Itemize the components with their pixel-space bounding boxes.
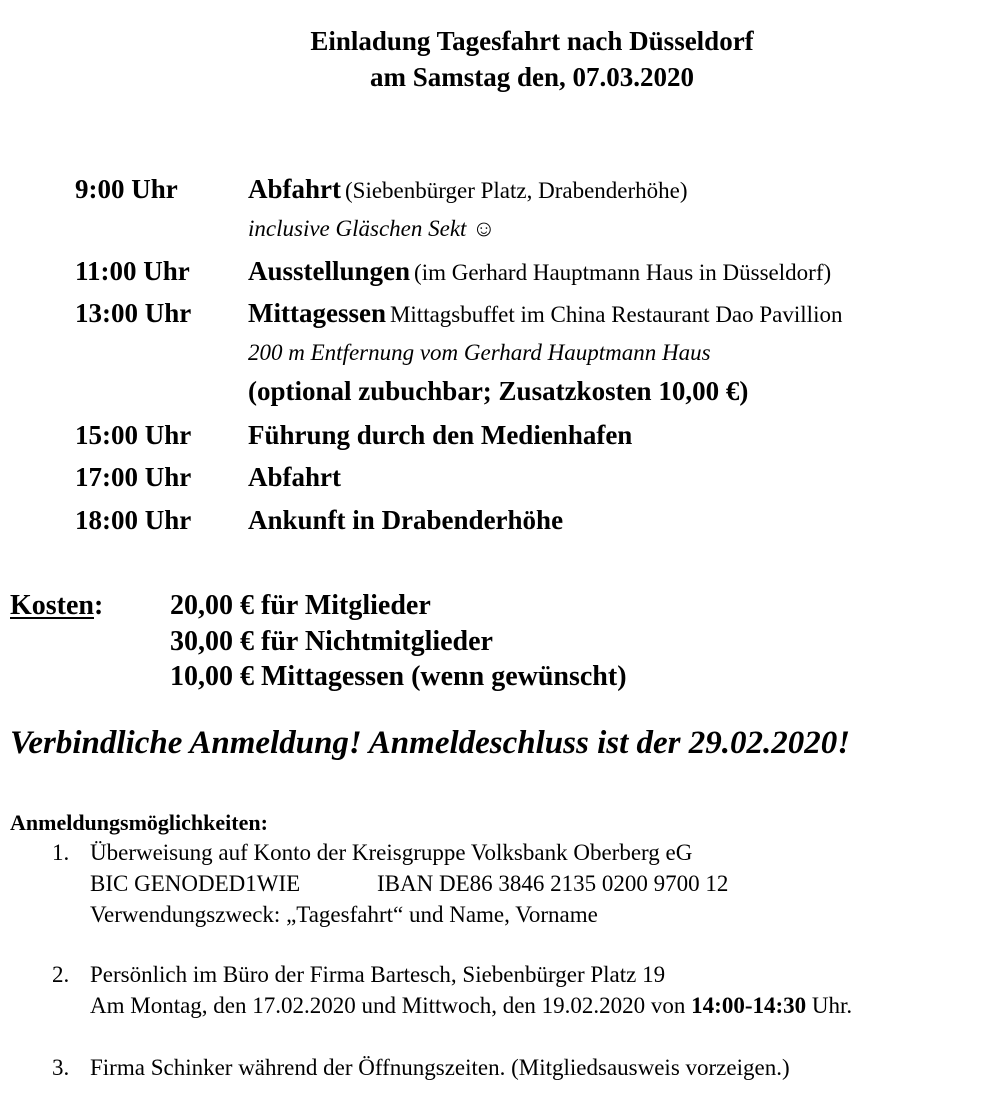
schedule-time: 9:00 Uhr — [75, 174, 178, 204]
title-line-1: Einladung Tagesfahrt nach Düsseldorf — [310, 26, 754, 56]
list-number: 3. — [52, 1055, 70, 1080]
registration-item-line: Überweisung auf Konto der Kreisgruppe Volksbank Oberberg eG — [90, 840, 693, 865]
schedule-entry — [248, 256, 831, 287]
deadline-notice: Verbindliche Anmeldung! Anmeldeschluss ist der 29.02.2020! — [10, 725, 851, 761]
schedule-note: 200 m Entfernung vom Gerhard Hauptmann Haus — [248, 340, 711, 365]
title-line-2: am Samstag den, 07.03.2020 — [369, 62, 694, 92]
schedule-extra: (optional zubuchbar; Zusatzkosten 10,00 €) — [248, 376, 749, 406]
bank-bic: BIC GENODED1WIE — [90, 871, 301, 896]
schedule-label: Mittagessen — [248, 298, 386, 328]
schedule-time: 15:00 Uhr — [75, 420, 192, 450]
registration-item-line: Firma Schinker während der Öffnungszeiten. (Mitgliedsausweis vorzeigen.) — [90, 1055, 790, 1080]
schedule-label: Ankunft in Drabenderhöhe — [248, 505, 564, 535]
schedule-time: 11:00 Uhr — [75, 256, 190, 286]
cost-line: 30,00 € für Nichtmitglieder — [170, 626, 493, 657]
costs-label — [10, 590, 103, 622]
schedule-note: inclusive Gläschen Sekt ☺ — [248, 216, 496, 241]
schedule-entry — [248, 174, 688, 205]
costs-label-colon: : — [94, 590, 104, 621]
list-number: 2. — [52, 962, 70, 987]
schedule-entry — [248, 298, 842, 329]
schedule-time: 18:00 Uhr — [75, 505, 192, 535]
schedule-text: Am Montag, den 17.02.2020 und Mittwoch, den 19.02.2020 von — [90, 993, 692, 1018]
registration-item-line: Persönlich im Büro der Firma Bartesch, Siebenbürger Platz 19 — [90, 962, 666, 987]
registration-item-line: Verwendungszweck: „Tagesfahrt“ und Name, Vorname — [90, 902, 598, 927]
schedule-label: Abfahrt — [248, 462, 341, 492]
office-hours: 14:00-14:30 — [691, 993, 807, 1018]
schedule-label: Ausstellungen — [248, 256, 411, 286]
costs-label-text: Kosten — [10, 590, 94, 621]
schedule-detail: Mittagsbuffet im China Restaurant Dao Pavillion — [389, 302, 843, 327]
schedule-label: Führung durch den Medienhafen — [248, 420, 633, 450]
schedule-time: 17:00 Uhr — [75, 462, 192, 492]
schedule-detail: (Siebenbürger Platz, Drabenderhöhe) — [345, 178, 688, 203]
cost-line: 20,00 € für Mitglieder — [170, 590, 431, 621]
registration-heading: Anmeldungsmöglichkeiten: — [10, 810, 268, 835]
schedule-detail: (im Gerhard Hauptmann Haus in Düsseldorf) — [414, 260, 832, 285]
list-number: 1. — [52, 840, 70, 865]
registration-item-line — [90, 993, 852, 1019]
schedule-label: Abfahrt — [248, 174, 341, 204]
schedule-time: 13:00 Uhr — [75, 298, 192, 328]
schedule-text-end: Uhr. — [806, 993, 853, 1018]
cost-line: 10,00 € Mittagessen (wenn gewünscht) — [170, 661, 627, 692]
bank-iban: IBAN DE86 3846 2135 0200 9700 12 — [377, 871, 729, 896]
